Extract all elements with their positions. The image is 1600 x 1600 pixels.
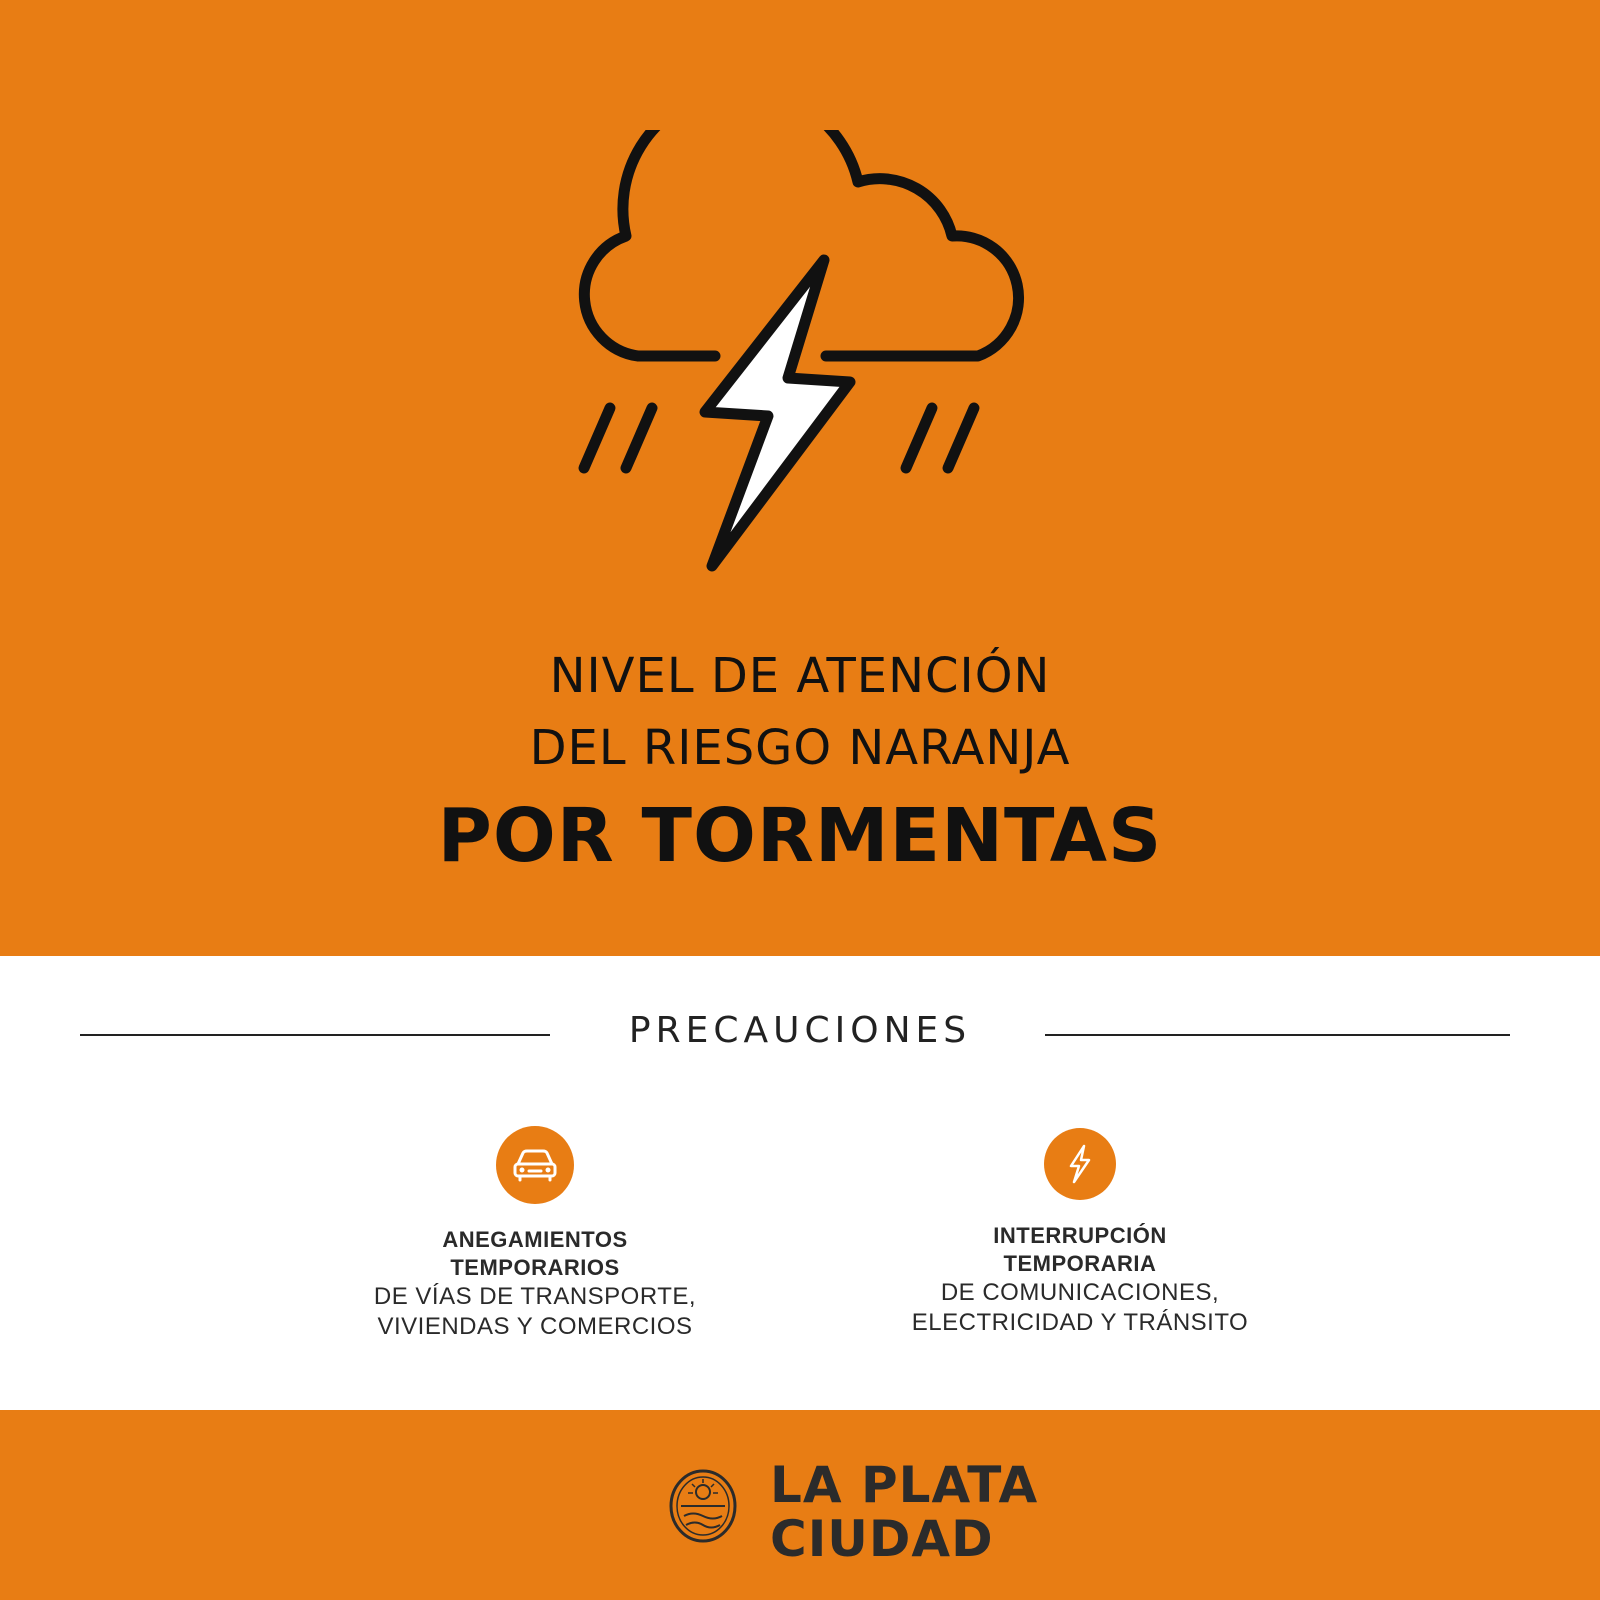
brand-logo	[770, 1458, 1038, 1566]
divider-right	[1045, 1034, 1510, 1036]
precautions-header	[0, 1010, 1600, 1060]
headline-line-1: NIVEL DE ATENCIÓN	[549, 648, 1051, 704]
headline-line-2: DEL RIESGO NARANJA	[529, 720, 1071, 776]
headline	[0, 640, 1600, 884]
precaution-flooding	[325, 1126, 745, 1342]
precaution-text-2: ELECTRICIDAD Y TRÁNSITO	[911, 1309, 1249, 1336]
brand-line-2: CIUDAD	[770, 1510, 994, 1568]
car-icon	[496, 1126, 574, 1204]
brand-line-1: LA PLATA	[770, 1456, 1039, 1514]
lightning-icon	[1044, 1128, 1116, 1200]
divider-left	[80, 1034, 550, 1036]
precaution-heading-2: TEMPORARIA	[1003, 1251, 1157, 1276]
precaution-text-2: VIVIENDAS Y COMERCIOS	[377, 1313, 693, 1340]
precaution-heading-2: TEMPORARIOS	[450, 1255, 620, 1280]
city-seal-icon	[668, 1468, 738, 1544]
precaution-interruption	[870, 1128, 1290, 1338]
headline-main: POR TORMENTAS	[437, 793, 1163, 879]
precaution-heading-1: ANEGAMIENTOS	[442, 1227, 628, 1252]
thunderstorm-icon	[560, 130, 1040, 590]
precaution-heading-1: INTERRUPCIÓN	[993, 1223, 1167, 1248]
precautions-title: PRECAUCIONES	[628, 1010, 972, 1051]
precaution-text-1: DE COMUNICACIONES,	[940, 1279, 1220, 1306]
precaution-text-1: DE VÍAS DE TRANSPORTE,	[373, 1283, 697, 1310]
